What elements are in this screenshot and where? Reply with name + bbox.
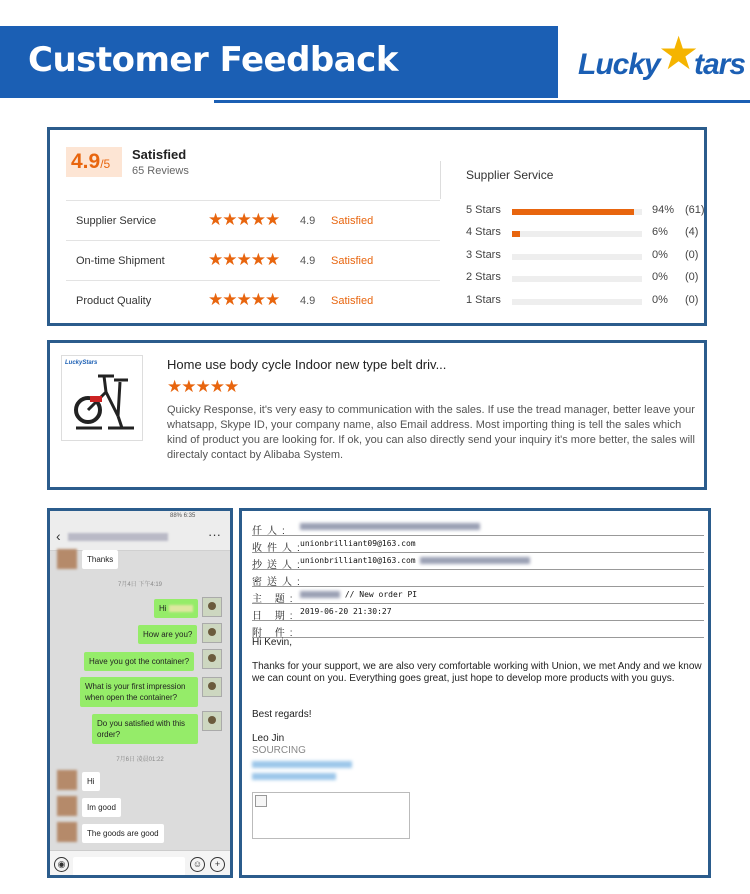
header-banner (0, 26, 558, 98)
voice-icon[interactable]: ◉ (54, 857, 69, 872)
email-closing: Best regards! (252, 709, 312, 720)
logo-text-right: tars (694, 48, 746, 81)
email-field-value: // New order PI (300, 590, 417, 599)
chat-message: The goods are good (82, 824, 164, 843)
overall-score: 4.9/5 (66, 147, 122, 177)
breakdown-label: 4 Stars (466, 226, 501, 238)
breakdown-count: (0) (685, 294, 699, 306)
chat-message: Thanks (82, 550, 118, 569)
breakdown-percent: 0% (652, 294, 668, 306)
breakdown-bar-fill (512, 231, 520, 237)
email-field-label: 主 题: (252, 594, 298, 605)
email-header-row (252, 536, 704, 553)
email-field-value: unionbrilliant10@163.com (300, 556, 530, 565)
email-screenshot (239, 508, 711, 878)
breakdown-bar-track (512, 276, 642, 282)
chat-message: How are you? (138, 625, 197, 644)
chat-message: Im good (82, 798, 121, 817)
breakdown-bar-fill (512, 209, 634, 215)
broken-image-icon (255, 795, 267, 807)
rating-status: Satisfied (331, 215, 374, 227)
rating-row-label: On-time Shipment (76, 255, 165, 267)
header-divider (214, 100, 750, 103)
avatar (202, 711, 222, 731)
email-field-value (300, 522, 480, 531)
star-rating-icon: ★★★★★ (167, 377, 239, 396)
breakdown-percent: 0% (652, 271, 668, 283)
star-rating-icon: ★★★★★ (208, 210, 280, 229)
email-field-label: 附 件: (252, 628, 298, 639)
email-field-label: 仟人: (252, 526, 290, 537)
chat-input-bar (50, 850, 230, 878)
email-header-row (252, 519, 704, 536)
breakdown-row (466, 204, 706, 218)
chat-timestamp: 7月4日 下午4:19 (117, 582, 163, 588)
avatar (202, 649, 222, 669)
chat-message: What is your first impression when open the container? (80, 677, 198, 707)
breakdown-bar-track (512, 254, 642, 260)
breakdown-percent: 94% (652, 204, 675, 216)
phone-status-bar (50, 511, 230, 523)
breakdown-label: 3 Stars (466, 249, 501, 261)
review-count: 65 Reviews (132, 165, 189, 177)
email-field-value: unionbrilliant09@163.com (300, 539, 416, 548)
rating-row-supplier-service (66, 200, 440, 240)
breakdown-row (466, 271, 706, 285)
exercise-bike-icon (62, 356, 144, 442)
breakdown-label: 1 Stars (466, 294, 501, 306)
avatar (202, 597, 222, 617)
star-rating-icon: ★★★★★ (208, 290, 280, 309)
breakdown-percent: 6% (652, 226, 668, 238)
product-title[interactable]: Home use body cycle Indoor new type belt driv... (167, 357, 447, 372)
breakdown-row (466, 294, 706, 308)
email-header-row (252, 587, 704, 604)
plus-icon[interactable]: + (210, 857, 225, 872)
brand-logo (574, 28, 744, 90)
avatar (202, 623, 222, 643)
email-greeting: Hi Kevin, (252, 637, 293, 648)
email-field-label: 日 期: (252, 611, 298, 622)
chat-message: Have you got the container? (84, 652, 194, 671)
breakdown-row (466, 249, 706, 263)
email-sender: Leo Jin (252, 733, 285, 744)
star-icon: ★ (658, 27, 700, 79)
email-field-value: 2019-06-20 21:30:27 (300, 607, 392, 616)
rating-row-product-quality (66, 280, 440, 320)
page-title: Customer Feedback (28, 40, 398, 80)
email-body: Thanks for your support, we are also very comfortable working with Union, we met Andy and we know we can count on you. Everything goes great, just hope to develop more products with you guys. (252, 661, 702, 684)
breakdown-count: (0) (685, 271, 699, 283)
status-right: 88% 6:35 (170, 513, 196, 519)
chat-input[interactable] (73, 857, 185, 876)
chat-nav-bar (50, 523, 230, 551)
more-icon[interactable]: ··· (208, 527, 221, 542)
breakdown-bar-track (512, 209, 642, 215)
rating-panel (47, 127, 707, 326)
contact-name (68, 533, 168, 541)
avatar (57, 796, 77, 816)
breakdown-label: 2 Stars (466, 271, 501, 283)
breakdown-title: Supplier Service (466, 168, 554, 182)
email-signature-contact (252, 759, 704, 783)
emoji-icon[interactable]: ☺ (190, 857, 205, 872)
email-header-row (252, 604, 704, 621)
rating-value: 4.9 (300, 215, 316, 227)
rating-row-label: Supplier Service (76, 215, 157, 227)
breakdown-percent: 0% (652, 249, 668, 261)
breakdown-count: (0) (685, 249, 699, 261)
email-header-row (252, 621, 704, 638)
avatar (57, 549, 77, 569)
chat-message: Hi (154, 599, 198, 618)
email-field-label: 抄送人: (252, 560, 305, 571)
email-dept: SOURCING (252, 745, 306, 756)
breakdown-bar-track (512, 231, 642, 237)
breakdown-count: (4) (685, 226, 699, 238)
rating-row-label: Product Quality (76, 295, 152, 307)
rating-status: Satisfied (331, 255, 374, 267)
rating-row-on-time-shipment (66, 240, 440, 280)
breakdown-label: 5 Stars (466, 204, 501, 216)
broken-image-placeholder (252, 792, 410, 839)
chat-message: Do you satisfied with this order? (92, 714, 198, 744)
back-icon[interactable]: ‹ (56, 528, 61, 544)
breakdown-row (466, 226, 706, 240)
overall-status: Satisfied (132, 147, 187, 162)
rating-value: 4.9 (300, 295, 316, 307)
product-thumbnail (61, 355, 143, 441)
thumbnail-logo: LuckyStars (65, 360, 98, 366)
review-panel (47, 340, 707, 490)
email-field-label: 密送人: (252, 577, 305, 588)
avatar (57, 770, 77, 790)
email-header-row (252, 570, 704, 587)
email-header-row (252, 553, 704, 570)
avatar (202, 677, 222, 697)
rating-status: Satisfied (331, 295, 374, 307)
chat-screenshot (47, 508, 233, 878)
star-rating-icon: ★★★★★ (208, 250, 280, 269)
divider (440, 161, 441, 199)
logo-text-left: Lucky (578, 48, 660, 81)
breakdown-bar-track (512, 299, 642, 305)
chat-message: Hi (82, 772, 100, 791)
breakdown-count: (61) (685, 204, 705, 216)
rating-value: 4.9 (300, 255, 316, 267)
email-field-label: 收件人: (252, 543, 305, 554)
chat-timestamp: 7月6日 凌晨01:22 (116, 757, 164, 763)
review-text: Quicky Response, it's very easy to communication with the sales. If use the tread manager, better leave your whatsapp, Skype ID, your company name, also Email address. Most importing thing is tell the sales which kind of product you are looking for. If ok, you can also directly send your inquiry it's more better, the sales will directaly contact by Alibaba System. (167, 404, 695, 461)
avatar (57, 822, 77, 842)
